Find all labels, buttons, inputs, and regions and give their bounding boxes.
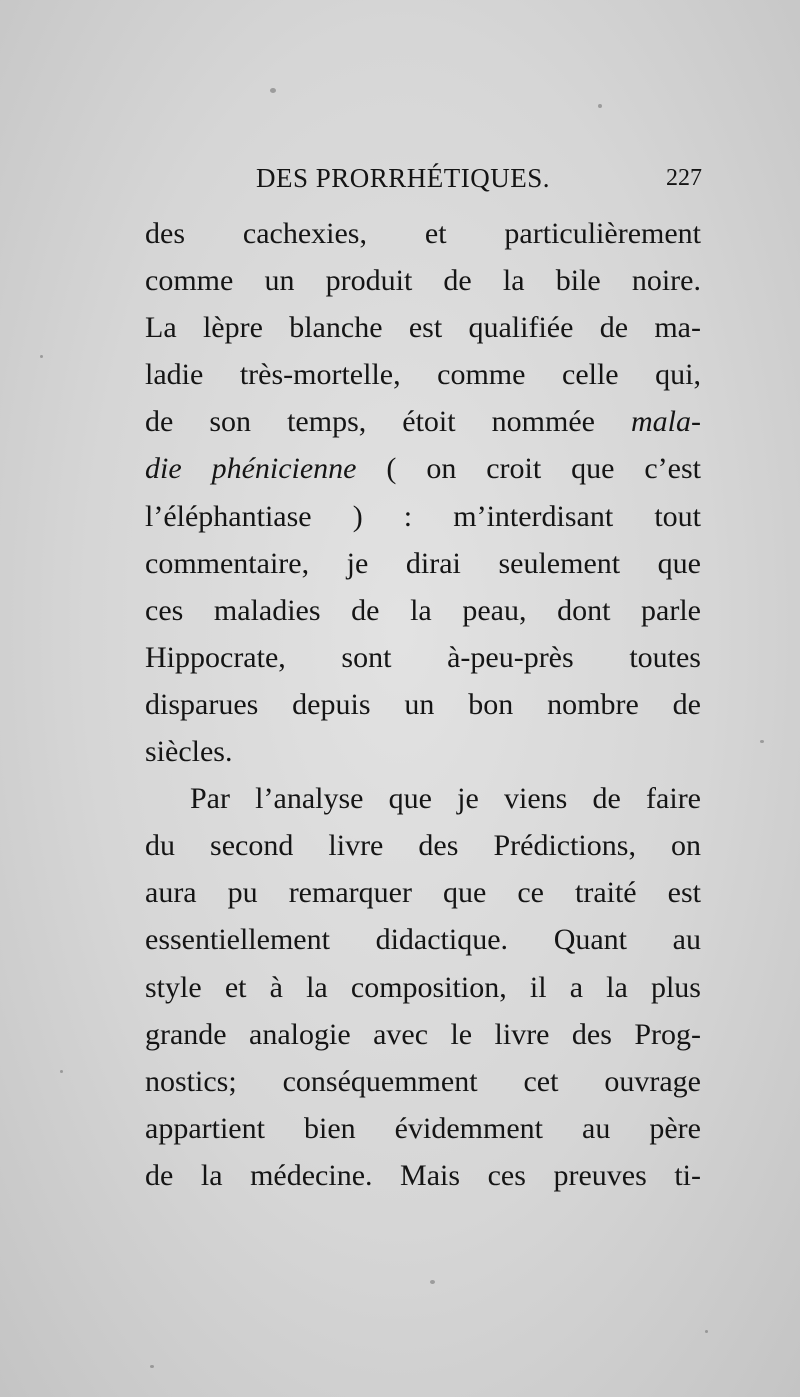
text-line: nostics; conséquemment cet ouvrage	[145, 1064, 701, 1098]
paper-speck	[598, 104, 602, 108]
text-line: ladie très-mortelle, comme celle qui,	[145, 358, 701, 392]
page-number: 227	[666, 165, 702, 191]
text-line: essentiellement didactique. Quant au	[145, 923, 701, 957]
text-line: disparues depuis un bon nombre de	[145, 687, 701, 721]
text-line: commentaire, je dirai seulement que	[145, 546, 701, 580]
text-segment: de son temps, étoit nommée	[145, 405, 595, 439]
body-text	[145, 210, 701, 1199]
italic-term: die phénicienne	[145, 452, 357, 486]
text-line: La lèpre blanche est qualifiée de ma-	[145, 311, 701, 345]
text-line: ces maladies de la peau, dont parle	[145, 593, 701, 627]
paper-speck	[430, 1280, 435, 1284]
paragraph-first-line: Par l’analyse que je viens de faire	[190, 782, 701, 816]
text-line: siècles.	[145, 735, 233, 769]
running-title: DES PRORRHÉTIQUES.	[256, 163, 551, 193]
paper-speck	[40, 355, 43, 358]
text-line: l’éléphantiase ) : m’interdisant tout	[145, 499, 701, 533]
paper-speck	[150, 1365, 154, 1368]
text-line: Hippocrate, sont à-peu-près toutes	[145, 640, 701, 674]
paper-speck	[270, 88, 276, 93]
text-line: aura pu remarquer que ce traité est	[145, 876, 701, 910]
text-line	[145, 445, 701, 492]
text-line: du second livre des Prédictions, on	[145, 829, 701, 863]
text-line: appartient bien évidemment au père	[145, 1111, 701, 1145]
paper-speck	[760, 740, 764, 743]
page-header	[256, 163, 708, 203]
italic-term: mala-	[631, 405, 701, 439]
text-line: des cachexies, et particulièrement	[145, 217, 701, 250]
text-line: de la médecine. Mais ces preuves ti-	[145, 1158, 701, 1192]
text-line	[145, 398, 701, 445]
paper-speck	[705, 1330, 708, 1333]
text-segment: ( on croit que c’est	[386, 452, 701, 486]
text-line: grande analogie avec le livre des Prog-	[145, 1017, 701, 1051]
text-line: style et à la composition, il a la plus	[145, 970, 701, 1004]
text-line: comme un produit de la bile noire.	[145, 264, 701, 298]
paper-speck	[60, 1070, 63, 1073]
